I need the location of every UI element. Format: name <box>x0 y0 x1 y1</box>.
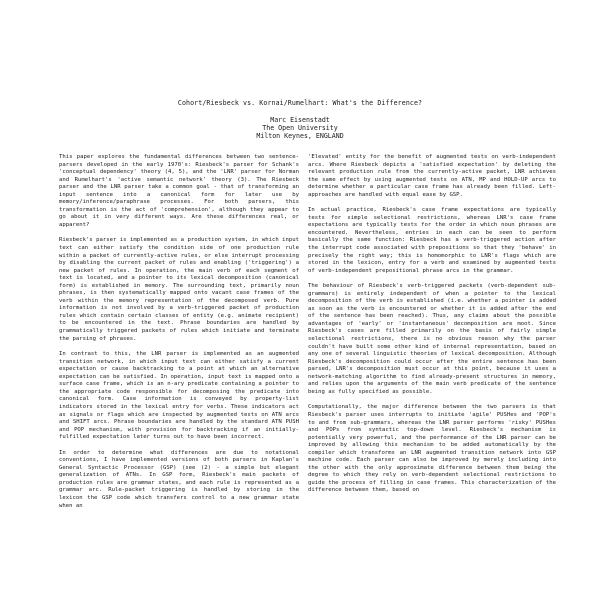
author-name: Marc Eisenstadt <box>270 116 330 124</box>
paragraph: 'Elevated' entity for the benefit of augmented tests on verb-independent arcs. Where Riesbeck depicts a 'satisfied expectation' by deleting the relevant production rule from the currently-active packet, LNR achieves the same effect by using augmented tests on ATN, MP and HOLD-UP arcs to determine whether a particular case frame has already been filled. Left-approaches are handled with equal ease by GSP. <box>308 154 556 198</box>
left-column <box>59 154 299 518</box>
paragraph: Computationally, the major difference between the two parsers is that Riesbeck's parser uses interrupts to initiate 'agile' PUSHes and 'POP's to and from sub-grammars, whereas the LNR parser performs 'risky' PUSHes and POPs from syntactic top-down level. Riesbeck's mechanism is potentially very powerful, and the performance of the LNR parser can be improved by allowing this mechanism to be added automatically by the compiler which transforms an LNR augmented transition network into GSP machine code. Each parser can also be improved by merely including into the other with the only approximate difference between them being the degree to which they rely on verb-dependent selectional restrictions to guide the process of filling in case frames. This characterization of the difference between them, based on <box>308 404 556 494</box>
paragraph: The behaviour of Riesbeck's verb-triggered packets (verb-dependent sub-grammars) is entirely independent of when a pointer to the lexical decomposition of the verb is established (i.e. whether a pointer is added as soon as the verb is encountered or whether it is added after the end of the sentence has been reached). Thus, any claims about the possible advantages of 'early' or 'instantaneous' decomposition are moot. Since Riesbeck's cases are filled primarily on the basis of fairly simple selectional restrictions, there is no obvious reason why the parser couldn't have built some other kind of internal representation, based on any one of several linguistic theories of lexical decomposition. Although Riesbeck's decomposition could occur after the entire sentence has been parsed, LNR's decomposition must occur at this point, because it uses a network-matching algorithm to find already-present structures in memory, and relies upon the arguments of the main verb predicate of the sentence being as fully specified as possible. <box>308 283 556 395</box>
paper-title: Cohort/Riesbeck vs. Kornai/Rumelhart: What's the Difference? <box>177 99 423 107</box>
paragraph: Riesbeck's parser is implemented as a production system, in which input text can either satisfy the condition side of one production rule within a packet of currently-active rules, or else interrupt processing by disabling the current packet of rules and enabling ('triggering') a new packet of rules. In operation, the main verb of each segment of text is located, and a pointer to its lexical decomposition (canonical form) is established in memory. The surrounding text, primarily noun phrases, is then systematically mapped onto vacant case frames of the verb within the memory representation of the decomposed verb. Pure information is not involved by a verb-triggered packet of production rules which contain certain classes of entity (e.g. animate recipient) to be encountered in the text. Phrase boundaries are handled by grammatically triggered packets of rules which initiate and terminate the parsing of phrases. <box>59 237 299 342</box>
paragraph: In order to determine what differences are due to notational conventions, I have implemented versions of both parsers in Kaplan's General Syntactic Processor (GSP) (see (2) - a simple but elegant generalization of ATNs. In GSP form, Riesbeck's main packets of production rules are grammar states, and each rule is represented as a grammar arc. Rule-packet triggering is handled by storing in the lexicon the GSP code which transfers control to a new grammar state when an <box>59 449 299 509</box>
paragraph: This paper explores the fundamental differences between two sentence-parsers developed in the early 1970's: Riesbeck's parser for Schank's 'conceptual dependency' theory (4, 5), and the 'LNR' parser for Norman and Rumelhart's 'active semantic network' theory (3). The Riesbeck parser and the LNR parser take a common goal - that of transforming an input sentence into a canonical form for later use by memory/inference/paraphrase processes. For both parsers, this transformation is the act of 'comprehension', although they appear to go about it in very different ways. Are these differences real, or apparent? <box>59 154 299 228</box>
right-column <box>308 154 556 503</box>
paragraph: In contrast to this, the LNR parser is implemented as an augmented transition network, in which input text can either satisfy a current expectation or cause backtracking to a point at which an alternative expectation can be satisfied. In operation, input text is mapped onto a surface case frame, which is an n-ary predicate containing a pointer to the appropriate code responsible for decomposing the predicate into canonical form. Case information is conveyed by property-list indicators stored in the lexical entry for verbs. These indicators act as signals or flags which are inspected by augmented tests on ATN arcs and SHIFT arcs. Phrase boundaries are handled by the standard ATN PUSH and POP mechanism, with provision for backtracking if an initially-fulfilled expectation later turns out to have been incorrect. <box>59 351 299 441</box>
author-location: Milton Keynes, ENGLAND <box>256 132 344 140</box>
paragraph: In actual practice, Riesbeck's case frame expectations are typically tests for simple selectional restrictions, whereas LNR's case frame expectations are typically tests for the order in which noun phrases are encountered. Nevertheless, entries in each can be seen to perform basically the same function: Riesbeck has a verb-triggered action after the interrupt code associated with prepositions so that they 'behave' in precisely the right way; this is homomorphic to LNR's flags which are stored in the lexicon, entry for a verb and examined by augmented tests of verb-independent prepositional phrase arcs in the grammar. <box>308 207 556 274</box>
author-affiliation: The Open University <box>262 124 338 132</box>
